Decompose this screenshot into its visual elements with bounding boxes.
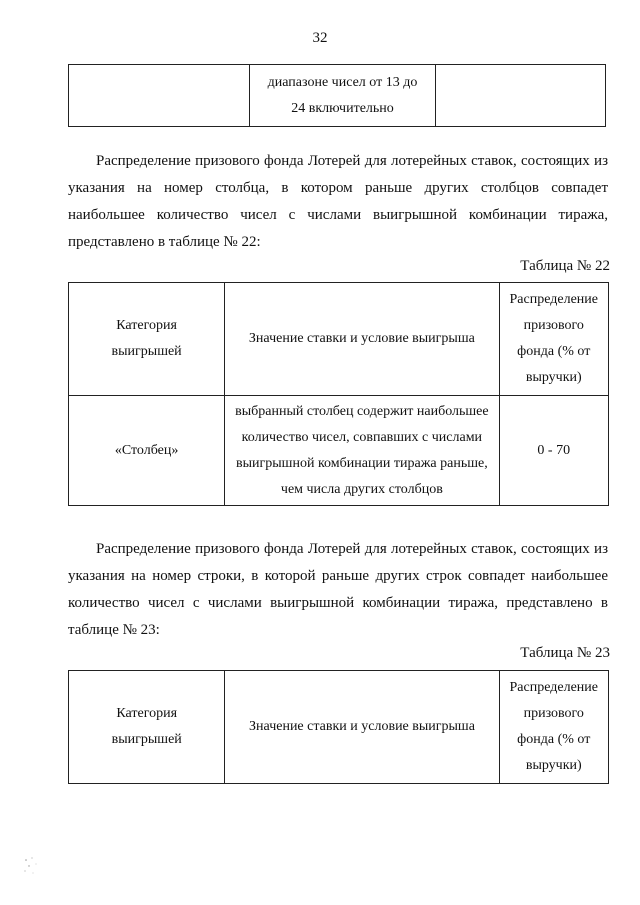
continuation-cell-right xyxy=(436,65,606,127)
paragraph-table-22-intro: Распределение призового фонда Лотерей для лотерейных ставок, состоящих из указания на номер столбца, в котором раньше других столбцов совпадет наибольшее количество чисел с числами выигрышной комбинации тиража, представлено в таблице № 22: xyxy=(68,153,608,250)
continuation-cell-left xyxy=(69,65,250,127)
table-row xyxy=(69,65,606,127)
header-distribution: Распределение призового фонда (% от выручки) xyxy=(499,671,608,784)
table-22 xyxy=(68,282,609,506)
page-number: 32 xyxy=(312,30,328,46)
table-22-caption: Таблица № 22 xyxy=(520,258,610,274)
header-condition: Значение ставки и условие выигрыша xyxy=(225,283,499,396)
scan-speck xyxy=(22,855,44,877)
row-distribution: 0 - 70 xyxy=(499,396,608,506)
paragraph-table-23-intro: Распределение призового фонда Лотерей для лотерейных ставок, состоящих из указания на номер строки, в которой раньше других строк совпадет наибольшее количество чисел с числами выигрышной комбинации тиража, представлено в таблице № 23: xyxy=(68,541,608,638)
row-condition: выбранный столбец содержит наибольшее количество чисел, совпавших с числами выигрышной комбинации тиража раньше, чем числа других столбцов xyxy=(225,396,499,506)
header-condition: Значение ставки и условие выигрыша xyxy=(225,671,499,784)
table-header-row xyxy=(69,283,609,396)
row-category: «Столбец» xyxy=(69,396,225,506)
table-23 xyxy=(68,670,609,784)
header-category: Категория выигрышей xyxy=(69,671,225,784)
table-header-row xyxy=(69,671,609,784)
table-row xyxy=(69,396,609,506)
continuation-cell-middle: диапазоне чисел от 13 до 24 включительно xyxy=(250,65,436,127)
table-23-caption: Таблица № 23 xyxy=(520,645,610,661)
header-distribution: Распределение призового фонда (% от выручки) xyxy=(499,283,608,396)
header-category: Категория выигрышей xyxy=(69,283,225,396)
continuation-table xyxy=(68,64,606,127)
